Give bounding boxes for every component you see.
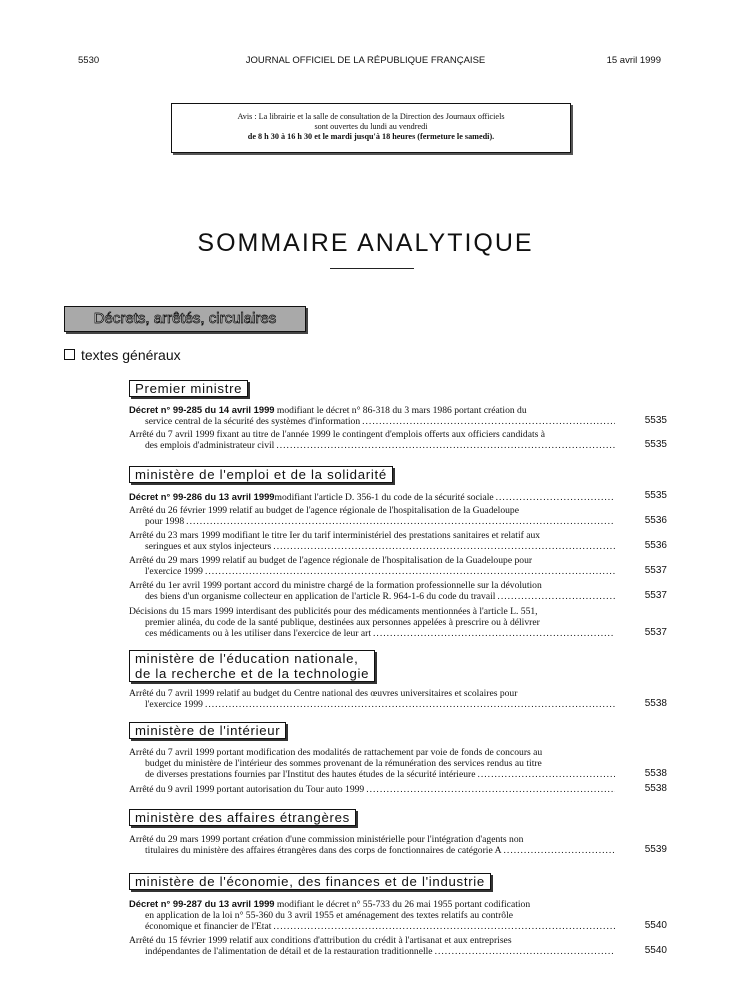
- entry-first-line: [129, 834, 615, 845]
- ministry-heading-line: ministère de l'emploi et de la solidarité: [135, 467, 387, 482]
- entry-first-line: [129, 505, 615, 516]
- toc-entry: [129, 747, 615, 780]
- page-reference: 5537: [644, 565, 667, 576]
- entry-text: Arrêté du 1er avril 1999 portant accord du ministre chargé de la formation professionnelle sur la dévolution: [129, 580, 542, 591]
- dot-leader: [362, 416, 615, 427]
- entry-continuation-line: budget du ministère de l'intérieur des sommes provenant de la rémunération des services rendus au titre: [145, 758, 542, 769]
- dot-leader: [273, 541, 615, 552]
- entry-last-line: [129, 591, 615, 602]
- entry-last-line: [129, 921, 615, 932]
- entry-text: indépendantes de l'alimentation de détail et de la restauration traditionnelle: [145, 946, 433, 957]
- entry-text: Arrêté du 7 avril 1999 fixant au titre de l'année 1999 le contingent d'emplois offerts aux officiers candidats à: [129, 429, 546, 440]
- entry-last-line: [129, 416, 615, 427]
- entry-first-line: [129, 555, 615, 566]
- entry-text: seringues et aux stylos injecteurs: [145, 541, 272, 552]
- page-title: SOMMAIRE ANALYTIQUE: [197, 229, 534, 257]
- dot-leader: [273, 921, 615, 932]
- ministry-heading-line: Premier ministre: [135, 381, 243, 396]
- ministry-heading-line: ministère de l'éducation nationale,: [135, 651, 359, 666]
- toc-entry: [129, 491, 615, 503]
- entry-text: Arrêté du 23 mars 1999 modifiant le titre Ier du tarif interministériel des prestations sanitaires et relatif aux: [129, 530, 541, 541]
- title-divider: [330, 268, 414, 269]
- dot-leader: [497, 591, 615, 602]
- section-banner: Décrets, arrêtés, circulaires: [64, 306, 306, 332]
- category-heading: [64, 347, 181, 363]
- notice-line-1: Avis : La librairie et la salle de consultation de la Direction des Journaux officiels: [237, 112, 505, 121]
- dot-leader: [205, 699, 615, 710]
- toc-entry: [129, 555, 615, 577]
- entry-text: Arrêté du 26 février 1999 relatif au budget de l'agence régionale de l'hospitalisation de la Guadeloupe: [129, 505, 519, 516]
- notice-line-2: sont ouvertes du lundi au vendredi: [314, 122, 428, 131]
- ministry-heading: [129, 809, 356, 826]
- entry-text: l'exercice 1999: [145, 566, 203, 577]
- entry-text: Décisions du 15 mars 1999 interdisant des publicités pour des médicaments mentionnées à l'article L. 551,: [129, 606, 538, 617]
- decree-reference: Décret n° 99-286 du 13 avril 1999: [129, 491, 275, 502]
- opening-hours-notice: [171, 103, 571, 153]
- page-reference: 5537: [644, 627, 667, 638]
- dot-leader: [186, 516, 615, 527]
- notice-line-3: de 8 h 30 à 16 h 30 et le mardi jusqu'à 18 heures (fermeture le samedi).: [247, 132, 495, 141]
- ministry-heading: [129, 650, 375, 682]
- dot-leader: [504, 845, 615, 856]
- page-number: 5530: [78, 55, 100, 66]
- entry-text: modifiant l'article D. 356-1 du code de la sécurité sociale: [274, 492, 494, 503]
- entry-text: Arrêté du 9 avril 1999 portant autorisation du Tour auto 1999: [129, 784, 365, 795]
- entry-text: des biens d'un organisme collecteur en application de l'article R. 964-1-6 du code du travail: [145, 591, 496, 602]
- journal-title: JOURNAL OFFICIEL DE LA RÉPUBLIQUE FRANÇAISE: [245, 55, 486, 66]
- entry-last-line: [129, 628, 615, 639]
- entry-text: titulaires du ministère des affaires étrangères dans des corps de fonctionnaires de catégorie A: [145, 845, 502, 856]
- entry-text: l'exercice 1999: [145, 699, 203, 710]
- entry-first-line: [129, 404, 615, 416]
- toc-entry: [129, 606, 615, 639]
- ministry-heading-line: ministère des affaires étrangères: [135, 810, 350, 825]
- page-reference: 5536: [644, 515, 667, 526]
- entry-first-line: [129, 429, 615, 440]
- page-reference: 5539: [644, 844, 667, 855]
- entry-first-line: [129, 747, 615, 758]
- dot-leader: [366, 784, 615, 795]
- toc-entry: [129, 404, 615, 427]
- toc-entry: [129, 784, 615, 795]
- entry-last-line: [129, 769, 615, 780]
- entry-first-line: [129, 688, 615, 699]
- entry-first-line: [129, 898, 615, 910]
- entry-text: Arrêté du 15 février 1999 relatif aux conditions d'attribution du crédit à l'artisanat et aux entreprises: [129, 935, 512, 946]
- entry-text: de diverses prestations fournies par l'Institut des hautes études de la sécurité intérieure: [145, 769, 476, 780]
- entry-last-line: [129, 845, 615, 856]
- page-reference: 5535: [644, 439, 667, 450]
- ministry-heading: [129, 466, 393, 483]
- ministry-heading-line: ministère de l'intérieur: [135, 723, 281, 738]
- entry-text: service central de la sécurité des systèmes d'information: [145, 416, 361, 427]
- page-reference: 5538: [644, 768, 667, 779]
- issue-date: 15 avril 1999: [606, 55, 661, 66]
- entry-text: ces médicaments ou à les utiliser dans l'exercice de leur art: [145, 628, 372, 639]
- page-reference: 5538: [644, 698, 667, 709]
- ministry-heading: [129, 873, 491, 890]
- toc-entry: [129, 935, 615, 957]
- entry-text: Arrêté du 7 avril 1999 relatif au budget du Centre national des œuvres universitaires et scolaires pour: [129, 688, 518, 699]
- toc-entry: [129, 429, 615, 451]
- entry-continuation-line: premier alinéa, du code de la santé publique, destinées aux personnes appelées à prescrire ou à délivrer: [145, 617, 540, 628]
- page-reference: 5538: [644, 783, 667, 794]
- dot-leader: [477, 769, 615, 780]
- entry-first-line: [129, 580, 615, 591]
- entry-text: pour 1998: [145, 516, 185, 527]
- entry-continuation-line: en application de la loi n° 55-360 du 3 avril 1955 et aménagement des textes relatifs au contrôle: [145, 910, 514, 921]
- ministry-heading-line: de la recherche et de la technologie: [135, 666, 370, 681]
- decree-reference: Décret n° 99-285 du 14 avril 1999: [129, 404, 275, 415]
- dot-leader: [496, 492, 615, 503]
- decree-reference: Décret n° 99-287 du 13 avril 1999: [129, 898, 275, 909]
- page-reference: 5535: [644, 490, 667, 501]
- toc-entry: [129, 530, 615, 552]
- dot-leader: [435, 946, 615, 957]
- entry-text: Arrêté du 7 avril 1999 portant modification des modalités de rattachement par voie de fonds de concours au: [129, 747, 543, 758]
- dot-leader: [205, 566, 615, 577]
- entry-text: modifiant le décret n° 86-318 du 3 mars 1986 portant création du: [274, 405, 527, 416]
- ministry-heading: [129, 380, 248, 397]
- entry-first-line: [129, 530, 615, 541]
- entry-last-line: [129, 440, 615, 451]
- entry-last-line: [129, 541, 615, 552]
- entry-text: des emplois d'administrateur civil: [145, 440, 275, 451]
- dot-leader: [373, 628, 615, 639]
- ministry-heading-line: ministère de l'économie, des finances et de l'industrie: [135, 874, 485, 889]
- entry-last-line: [129, 784, 615, 795]
- entry-last-line: [129, 946, 615, 957]
- ministry-heading: [129, 722, 286, 739]
- entry-text: modifiant le décret n° 55-733 du 26 mai 1955 portant codification: [274, 899, 531, 910]
- category-label: textes généraux: [81, 347, 181, 363]
- toc-entry: [129, 834, 615, 856]
- entry-last-line: [129, 516, 615, 527]
- entry-last-line: [129, 566, 615, 577]
- page-reference: 5540: [644, 920, 667, 931]
- toc-entry: [129, 898, 615, 932]
- entry-first-line: [129, 606, 615, 617]
- toc-entry: [129, 688, 615, 710]
- page-reference: 5540: [644, 945, 667, 956]
- entry-text: économique et financier de l'Etat: [145, 921, 272, 932]
- toc-entry: [129, 580, 615, 602]
- dot-leader: [276, 440, 615, 451]
- page-reference: 5536: [644, 540, 667, 551]
- entry-text: Arrêté du 29 mars 1999 portant création d'une commission ministérielle pour l'intégration d'agents non: [129, 834, 524, 845]
- entry-first-line: [129, 935, 615, 946]
- entry-last-line: [129, 699, 615, 710]
- entry-text: Arrêté du 29 mars 1999 relatif au budget de l'agence régionale de l'hospitalisation de la Guadeloupe pour: [129, 555, 533, 566]
- page-reference: 5537: [644, 590, 667, 601]
- checkbox-square-icon: [64, 349, 75, 360]
- toc-entry: [129, 505, 615, 527]
- page-reference: 5535: [644, 415, 667, 426]
- entry-last-line: [129, 491, 615, 503]
